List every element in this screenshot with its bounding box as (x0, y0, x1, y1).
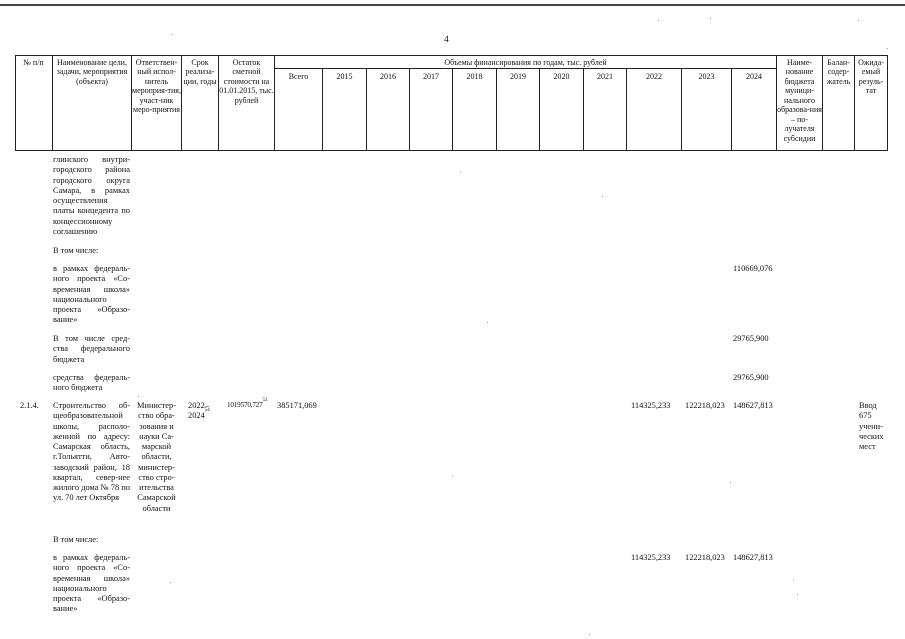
header-num: № п/п (23, 58, 44, 67)
item-total: 385171,069 (277, 401, 317, 410)
header-name: Наименование цели, задачи, мероприятия (объекта) (56, 58, 128, 86)
item-number: 2.1.4. (20, 401, 39, 410)
federal-project-2023-value-2: 122218,023 (685, 553, 725, 562)
item-2023: 122218,023 (685, 401, 725, 410)
header-year-2022: 2022 (646, 72, 662, 81)
header-financing: Объемы финансирования по годам, тыс. рублей (444, 58, 607, 67)
item-2022: 114325,233 (631, 401, 671, 410)
header-executor: Ответствен-ный испол-нитель мероприя-тия, участ-ник меро-приятия (132, 58, 181, 115)
page-number: 4 (444, 35, 449, 45)
item-remainder: 1019570,727$^{52}$ (227, 398, 268, 409)
federal-project-2024-value-1: 110669,076 (733, 264, 773, 273)
including-label-1: В том числе: (53, 246, 99, 255)
header-total: Всего (288, 72, 309, 81)
header-year-2024: 2024 (746, 72, 762, 81)
federal-project-label-2: в рамках федераль-ного проекта «Со-временная школа» национального проекта «Образо-вание» (53, 553, 130, 614)
including-label-2: В том числе: (53, 535, 99, 544)
header-remainder: Остаток сметной стоимости на 01.01.2015, тыс. рублей (219, 58, 274, 105)
federal-project-2022-value-2: 114325,233 (631, 553, 671, 562)
federal-project-2024-value-2: 148627,813 (733, 553, 773, 562)
header-year-2019: 2019 (510, 72, 526, 81)
header-year-2015: 2015 (336, 72, 353, 81)
item-term: 2022–2024$^{54}$ (188, 401, 210, 421)
header-year-2020: 2020 (553, 72, 570, 81)
item-result: Ввод 675 учени-ческих мест (859, 401, 884, 451)
federal-budget-including-2024: 29765,900 (733, 334, 769, 343)
federal-project-label-1: в рамках федераль-ного проекта «Со-временная школа» национального проекта «Образо-вание» (53, 264, 130, 325)
item-remainder-footnote: 52 (262, 398, 268, 403)
federal-budget-including-label: В том числе сред-ства федерального бюджета (53, 334, 130, 364)
header-holder: Балан-содер-жатель (826, 58, 851, 86)
top-border-line (0, 4, 905, 6)
item-executor: Министер-ство обра-зования и науки Са-марской области, министер-ство стро-ительства Самарской области (137, 401, 176, 513)
header-year-2016: 2016 (380, 72, 396, 81)
federal-budget-2024: 29765,900 (733, 373, 769, 382)
header-year-2017: 2017 (423, 72, 439, 81)
header-budget: Наиме-нование бюджета муници-нального образова-ния – по-лучателя субсидии (777, 58, 822, 143)
header-result: Ожида-емый резуль-тат (858, 58, 884, 96)
item-term-footnote: 54 (204, 408, 210, 414)
continued-name-text: глинского внутри-городского района городского округа Самара, в рамках осуществления платы концедента по концессионному соглашению (53, 155, 130, 236)
header-term: Срок реализа-ции, годы (183, 58, 217, 86)
header-year-2021: 2021 (597, 72, 613, 81)
federal-budget-label: средства федераль-ного бюджета (53, 373, 130, 393)
header-year-2023: 2023 (698, 72, 715, 81)
header-year-2018: 2018 (466, 72, 483, 81)
item-2024: 148627,813 (733, 401, 773, 410)
item-name: Строительство об-щеобразовательной школы, располо-женной по адресу: Самарская область, г.Тольятти, Авто-заводский район, 18 квартал, север-нее жилого дома № 78 по ул. 70 лет Октября (53, 401, 130, 503)
